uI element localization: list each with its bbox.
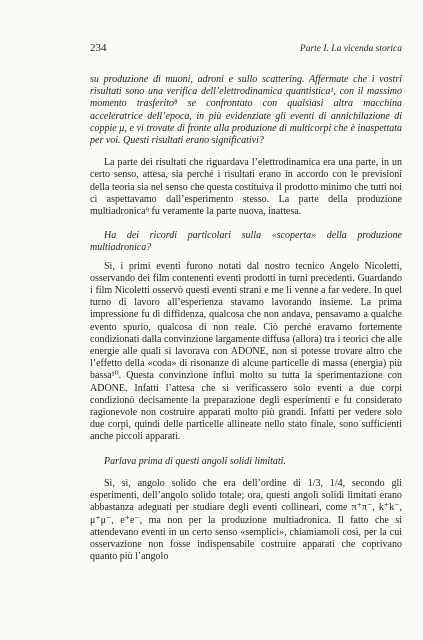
book-page xyxy=(90,42,402,563)
running-title: Parte I. La vicenda storica xyxy=(299,44,402,54)
answer-paragraph: Sì, i primi eventi furono notati dal nostro tecnico Angelo Nicoletti, osservando dei film contenenti eventi prodotti in turni precedenti. Guardando i film Nicoletti osservò questi eventi strani e me li venne a far vedere. In quel turno di lavoro all’esperienza stavamo lavorando insieme. La prima impressione fu di diffidenza, qualcosa che non andava, pensavamo a qualche evento spurio, qualcosa di non reale. Ciò perché eravamo fortemente condizionati dalla convinzione largamente diffusa (allora) tra i teorici che alle energie alle quali si lavorava con ADONE, non si potesse trovare altro che l’effetto della «coda» di risonanze di alcune particelle di massa (energia) più bassa¹⁰. Questa convinzione influì molto su tutta la sperimentazione con ADONE. Infatti l’attesa che si verificassero solo eventi a due corpi condizionò decisamente la preparazione degli esperimenti e fu considerato ragionevole non costruire apparati molto più grandi. Infatti per vedere solo due corpi, quindi delle particelle allineate nello stato finale, sono sufficienti anche piccoli apparati. xyxy=(90,260,402,443)
page-number: 234 xyxy=(90,42,107,54)
answer-paragraph: Sì, sì, angolo solido che era dell’ordine di 1/3, 1/4, secondo gli esperimenti, dell’angolo solido totale; ora, questi angoli solidi limitati erano abbastanza adeguati per studiare degli eventi collineari, come π⁺π⁻, k⁺k⁻, μ⁺μ⁻, e⁺e⁻, ma non per la produzione multiadronica. Il fatto che si attendevano eventi in un certo senso «semplici», chiamiamoli così, per la cui osservazione non fosse indispensabile costruire apparati che coprivano quanto più l’angolo xyxy=(90,477,402,563)
interview-question: Parlava prima di questi angoli solidi limitati. xyxy=(104,455,286,467)
page-header xyxy=(90,42,402,56)
interview-question-paragraph: su produzione di muoni, adroni e sullo scattering. Affermate che i vostri risultati sono una verifica dell’elettrodinamica quantistica¹, con il massimo momento trasferito⁸ se confrontato con qualsiasi altra macchina acceleratrice dell’epoca, in più evidenziate gli eventi di annichilazione di coppie μ, e vi trovate di fronte alla produzione di multicorpi che è inaspettata per voi. Questi risultati erano significativi? xyxy=(90,74,402,147)
answer-paragraph: La parte dei risultati che riguardava l’elettrodinamica era una parte, in un certo senso, attesa, sia perché i risultati erano in accordo con le previsioni della teoria sia nel senso che questa costituiva il prodotto minimo che tutti noi ci aspettavamo dall’esperimento stesso. La parte della produzione multiadronica⁹ fu veramente la parte nuova, inattesa. xyxy=(90,157,402,218)
interview-question: Ha dei ricordi particolari sulla «scoperta» della produzione multiadronica? xyxy=(90,230,402,254)
